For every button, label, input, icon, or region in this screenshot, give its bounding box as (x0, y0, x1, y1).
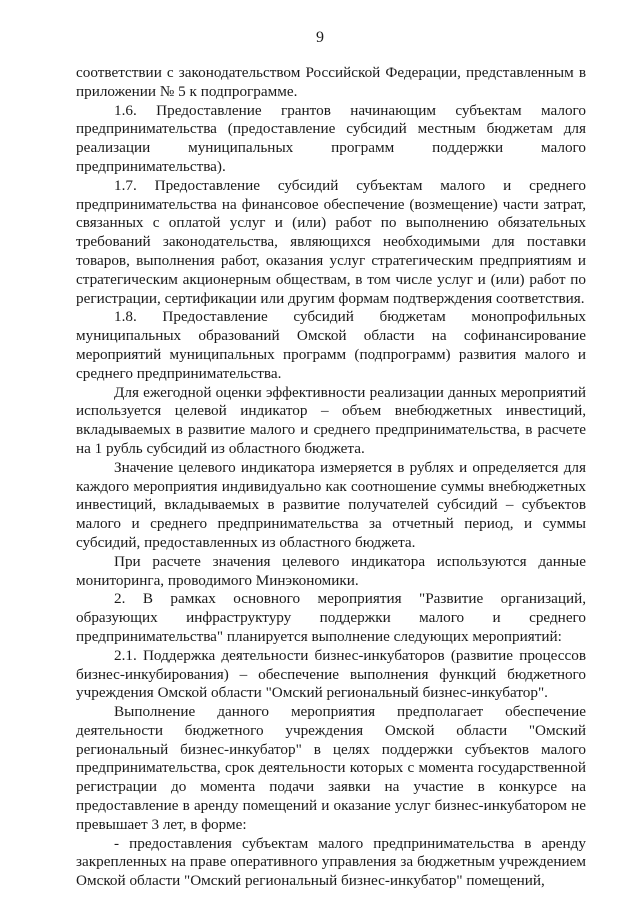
paragraph-implementation: Выполнение данного мероприятия предполагает обеспечение деятельности бюджетного учреждения Омской области "Омский региональный бизнес-инкубатор" в целях поддержки субъектов малого предпринимательства, срок деятельности которых с момента государственной регистрации до момента подачи заявки на участие в конкурсе на предоставление в аренду помещений и оказание услуг бизнес-инкубатором не превышает 3 лет, в форме: (76, 703, 586, 833)
paragraph-monitoring: При расчете значения целевого индикатора используются данные мониторинга, проводимого Минэкономики. (76, 552, 586, 589)
paragraph-item-2-1: 2.1. Поддержка деятельности бизнес-инкубаторов (развитие процессов бизнес-инкубирования) – обеспечение выполнения функций бюджетного учреждения Омской области "Омский региональный бизнес-инкубатор". (76, 646, 586, 702)
paragraph-continuation: соответствии с законодательством Российской Федерации, представленным в приложении № 5 к подпрограмме. (76, 64, 586, 100)
paragraph-item-1-6: 1.6. Предоставление грантов начинающим субъектам малого предпринимательства (предоставление субсидий местным бюджетам для реализации муниципальных программ поддержки малого предпринимательства). (76, 101, 586, 175)
paragraph-item-2: 2. В рамках основного мероприятия "Развитие организаций, образующих инфраструктуру поддержки малого и среднего предпринимательства" планируется выполнение следующих мероприятий: (76, 590, 586, 645)
page-number: 9 (316, 29, 324, 46)
paragraph-indicator: Для ежегодной оценки эффективности реализации данных мероприятий используется целевой индикатор – объем внебюджетных инвестиций, вкладываемых в развитие малого и среднего предпринимательства, в расчете на 1 рубль субсидий из областного бюджета. (76, 383, 586, 457)
paragraph-item-1-8: 1.8. Предоставление субсидий бюджетам монопрофильных муниципальных образований Омской области на софинансирование мероприятий муниципальных программ (подпрограмм) развития малого и среднего предпринимательства. (76, 308, 586, 382)
paragraph-item-1-7: 1.7. Предоставление субсидий субъектам малого и среднего предпринимательства на финансовое обеспечение (возмещение) части затрат, связанных с оплатой услуг и (или) работ по выполнению обязательных требований законодательства, являющихся необходимыми для поставки товаров, выполнения работ, оказания услуг стратегическим предприятиям и стратегическим акционерным обществам, в том числе услуг и (или) работ по регистрации, сертификации или другим формам подтверждения соответствия. (76, 176, 586, 307)
paragraph-list-item: - предоставления субъектам малого предпринимательства в аренду закрепленных на праве оперативного управления за бюджетным учреждением Омской области "Омский региональный бизнес-инкубатор" помещений, (76, 834, 586, 890)
paragraph-indicator-value: Значение целевого индикатора измеряется в рублях и определяется для каждого мероприятия индивидуально как соотношение суммы внебюджетных инвестиций, вкладываемых в развитие получателей субсидий – субъектов малого и среднего предпринимательства за отчетный период, и суммы субсидий, предоставленных из областного бюджета. (76, 458, 586, 551)
document-body (76, 64, 586, 891)
